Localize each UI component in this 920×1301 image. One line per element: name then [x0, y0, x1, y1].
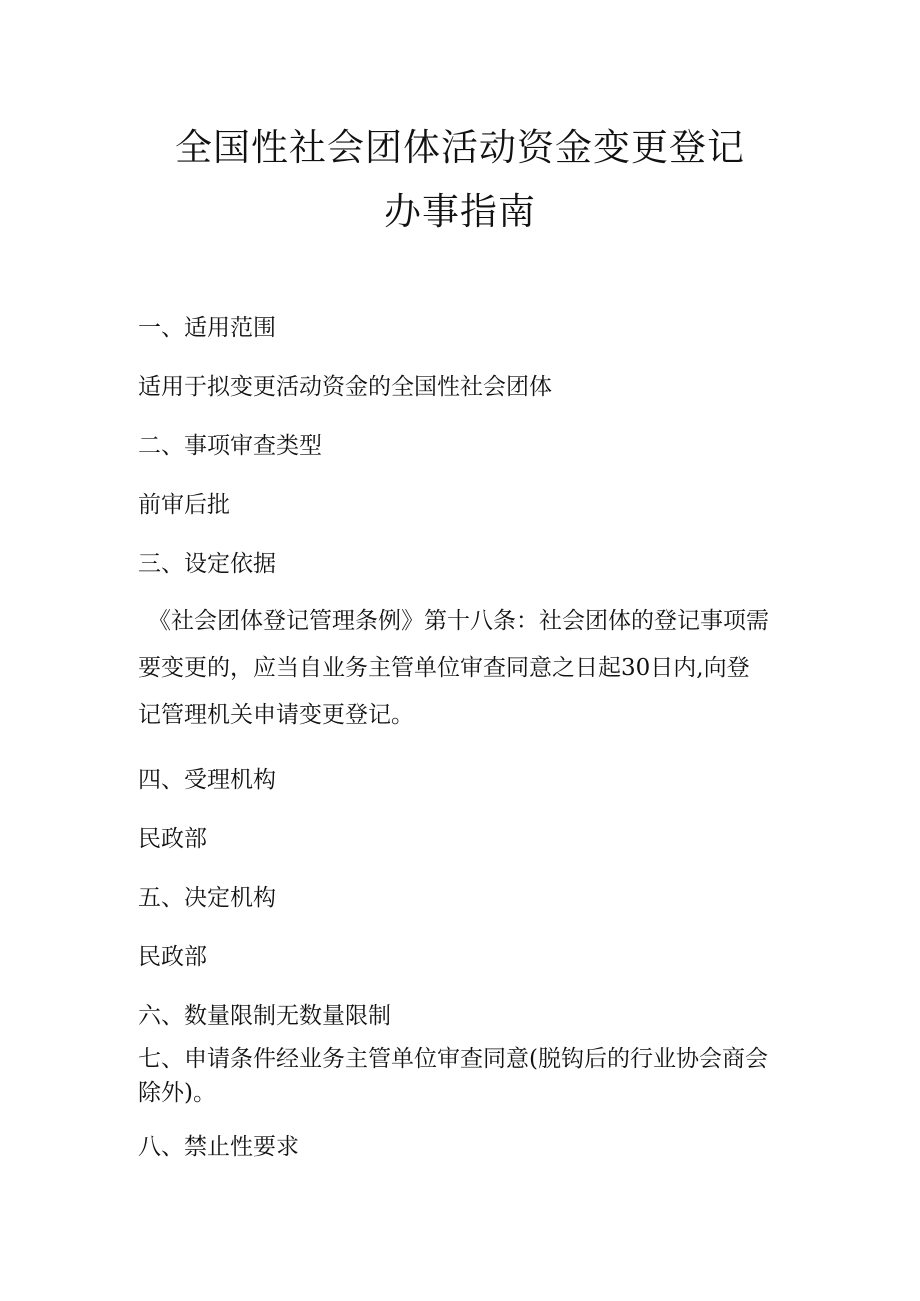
section-6-line: 六、数量限制无数量限制	[138, 1003, 391, 1029]
section-3-body-line-2: 要变更的，应当自业务主管单位审查同意之日起30日内,向登	[138, 655, 750, 681]
document-title-line-2: 办事指南	[384, 190, 536, 233]
section-5-body: 民政部	[138, 944, 207, 970]
section-2-body: 前审后批	[138, 492, 230, 518]
section-1-heading: 一、适用范围	[138, 315, 276, 341]
section-3-body-line-3: 记管理机关申请变更登记。	[138, 702, 414, 728]
section-2-heading: 二、事项审查类型	[138, 433, 322, 459]
section-8-heading: 八、禁止性要求	[138, 1134, 299, 1160]
section-7-line-2: 除外)。	[138, 1080, 216, 1106]
section-3-body-line-1: 《社会团体登记管理条例》第十八条：社会团体的登记事项需	[148, 608, 769, 634]
section-4-body: 民政部	[138, 826, 207, 852]
section-4-heading: 四、受理机构	[138, 767, 276, 793]
document-title-line-1: 全国性社会团体活动资金变更登记	[175, 126, 745, 169]
section-3-body	[138, 598, 788, 739]
section-7-block	[138, 1042, 788, 1110]
section-1-body: 适用于拟变更活动资金的全国性社会团体	[138, 374, 552, 400]
section-3-heading: 三、设定依据	[138, 551, 276, 577]
section-7-line-1: 七、申请条件经业务主管单位审查同意(脱钩后的行业协会商会	[138, 1046, 768, 1072]
section-5-heading: 五、决定机构	[138, 885, 276, 911]
